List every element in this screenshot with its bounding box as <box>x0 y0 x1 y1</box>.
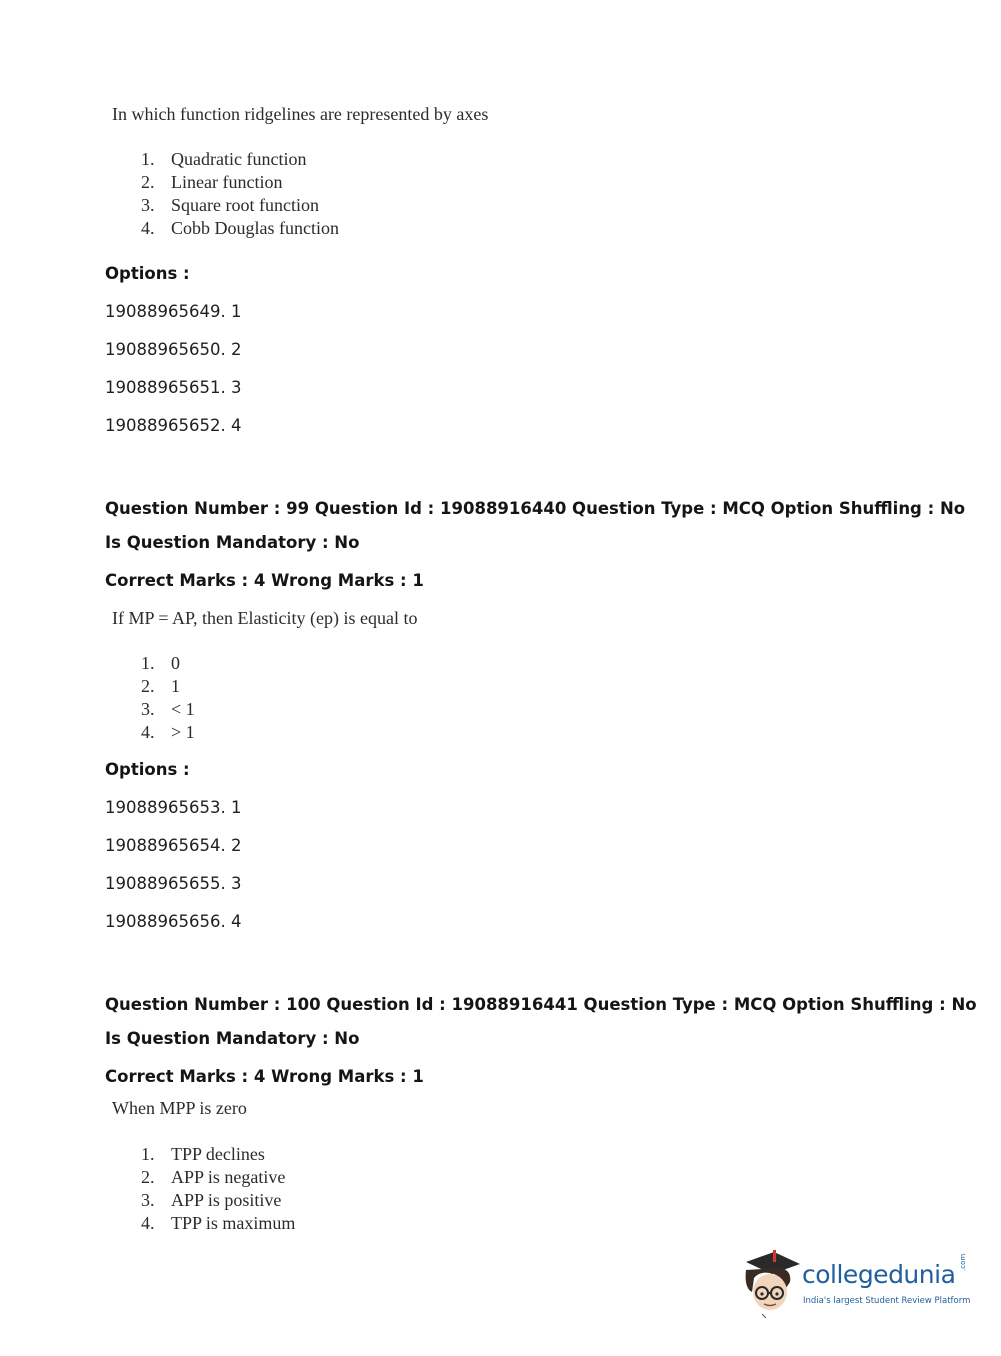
choice-item: 2. APP is negative <box>141 1167 286 1187</box>
question-98-text: In which function ridgelines are represented by axes <box>112 104 489 124</box>
question-98-choices <box>141 148 339 240</box>
question-100-marks: Correct Marks : 4 Wrong Marks : 1 <box>105 1067 424 1086</box>
choice-item: 1. 0 <box>141 653 180 673</box>
collegedunia-logo <box>740 1248 970 1318</box>
logo-wordmark: collegedunia <box>802 1260 956 1289</box>
choice-item: 3. Square root function <box>141 195 319 215</box>
question-100-text: When MPP is zero <box>112 1098 247 1118</box>
option-item: 19088965651. 3 <box>105 378 242 397</box>
choice-item: 2. 1 <box>141 676 180 696</box>
options-label: Options : <box>105 264 190 283</box>
option-item: 19088965655. 3 <box>105 874 242 893</box>
logo-tagline: India's largest Student Review Platform <box>803 1296 971 1306</box>
question-99-choices <box>141 652 195 744</box>
option-item: 19088965652. 4 <box>105 416 242 435</box>
question-99-mandatory: Is Question Mandatory : No <box>105 533 360 552</box>
choice-item: 4. TPP is maximum <box>141 1213 296 1233</box>
choice-item: 2. Linear function <box>141 172 283 192</box>
options-label: Options : <box>105 760 190 779</box>
option-item: 19088965653. 1 <box>105 798 242 817</box>
choice-item: 3. < 1 <box>141 699 195 719</box>
choice-item: 3. APP is positive <box>141 1190 282 1210</box>
question-100-mandatory: Is Question Mandatory : No <box>105 1029 360 1048</box>
option-item: 19088965650. 2 <box>105 340 242 359</box>
mascot-icon <box>740 1248 802 1318</box>
choice-item: 4. Cobb Douglas function <box>141 218 339 238</box>
option-item: 19088965649. 1 <box>105 302 242 321</box>
logo-dotcom: .com <box>959 1253 967 1271</box>
question-100-header: Question Number : 100 Question Id : 19088916441 Question Type : MCQ Option Shuffling : No <box>105 995 977 1014</box>
choice-item: 1. TPP declines <box>141 1144 265 1164</box>
question-100-choices <box>141 1143 295 1235</box>
question-99-text: If MP = AP, then Elasticity (ep) is equal to <box>112 608 418 628</box>
question-99-header: Question Number : 99 Question Id : 19088916440 Question Type : MCQ Option Shuffling : No <box>105 499 966 518</box>
question-99-marks: Correct Marks : 4 Wrong Marks : 1 <box>105 571 424 590</box>
option-item: 19088965654. 2 <box>105 836 242 855</box>
choice-item: 4. > 1 <box>141 722 195 742</box>
choice-item: 1. Quadratic function <box>141 149 307 169</box>
option-item: 19088965656. 4 <box>105 912 242 931</box>
